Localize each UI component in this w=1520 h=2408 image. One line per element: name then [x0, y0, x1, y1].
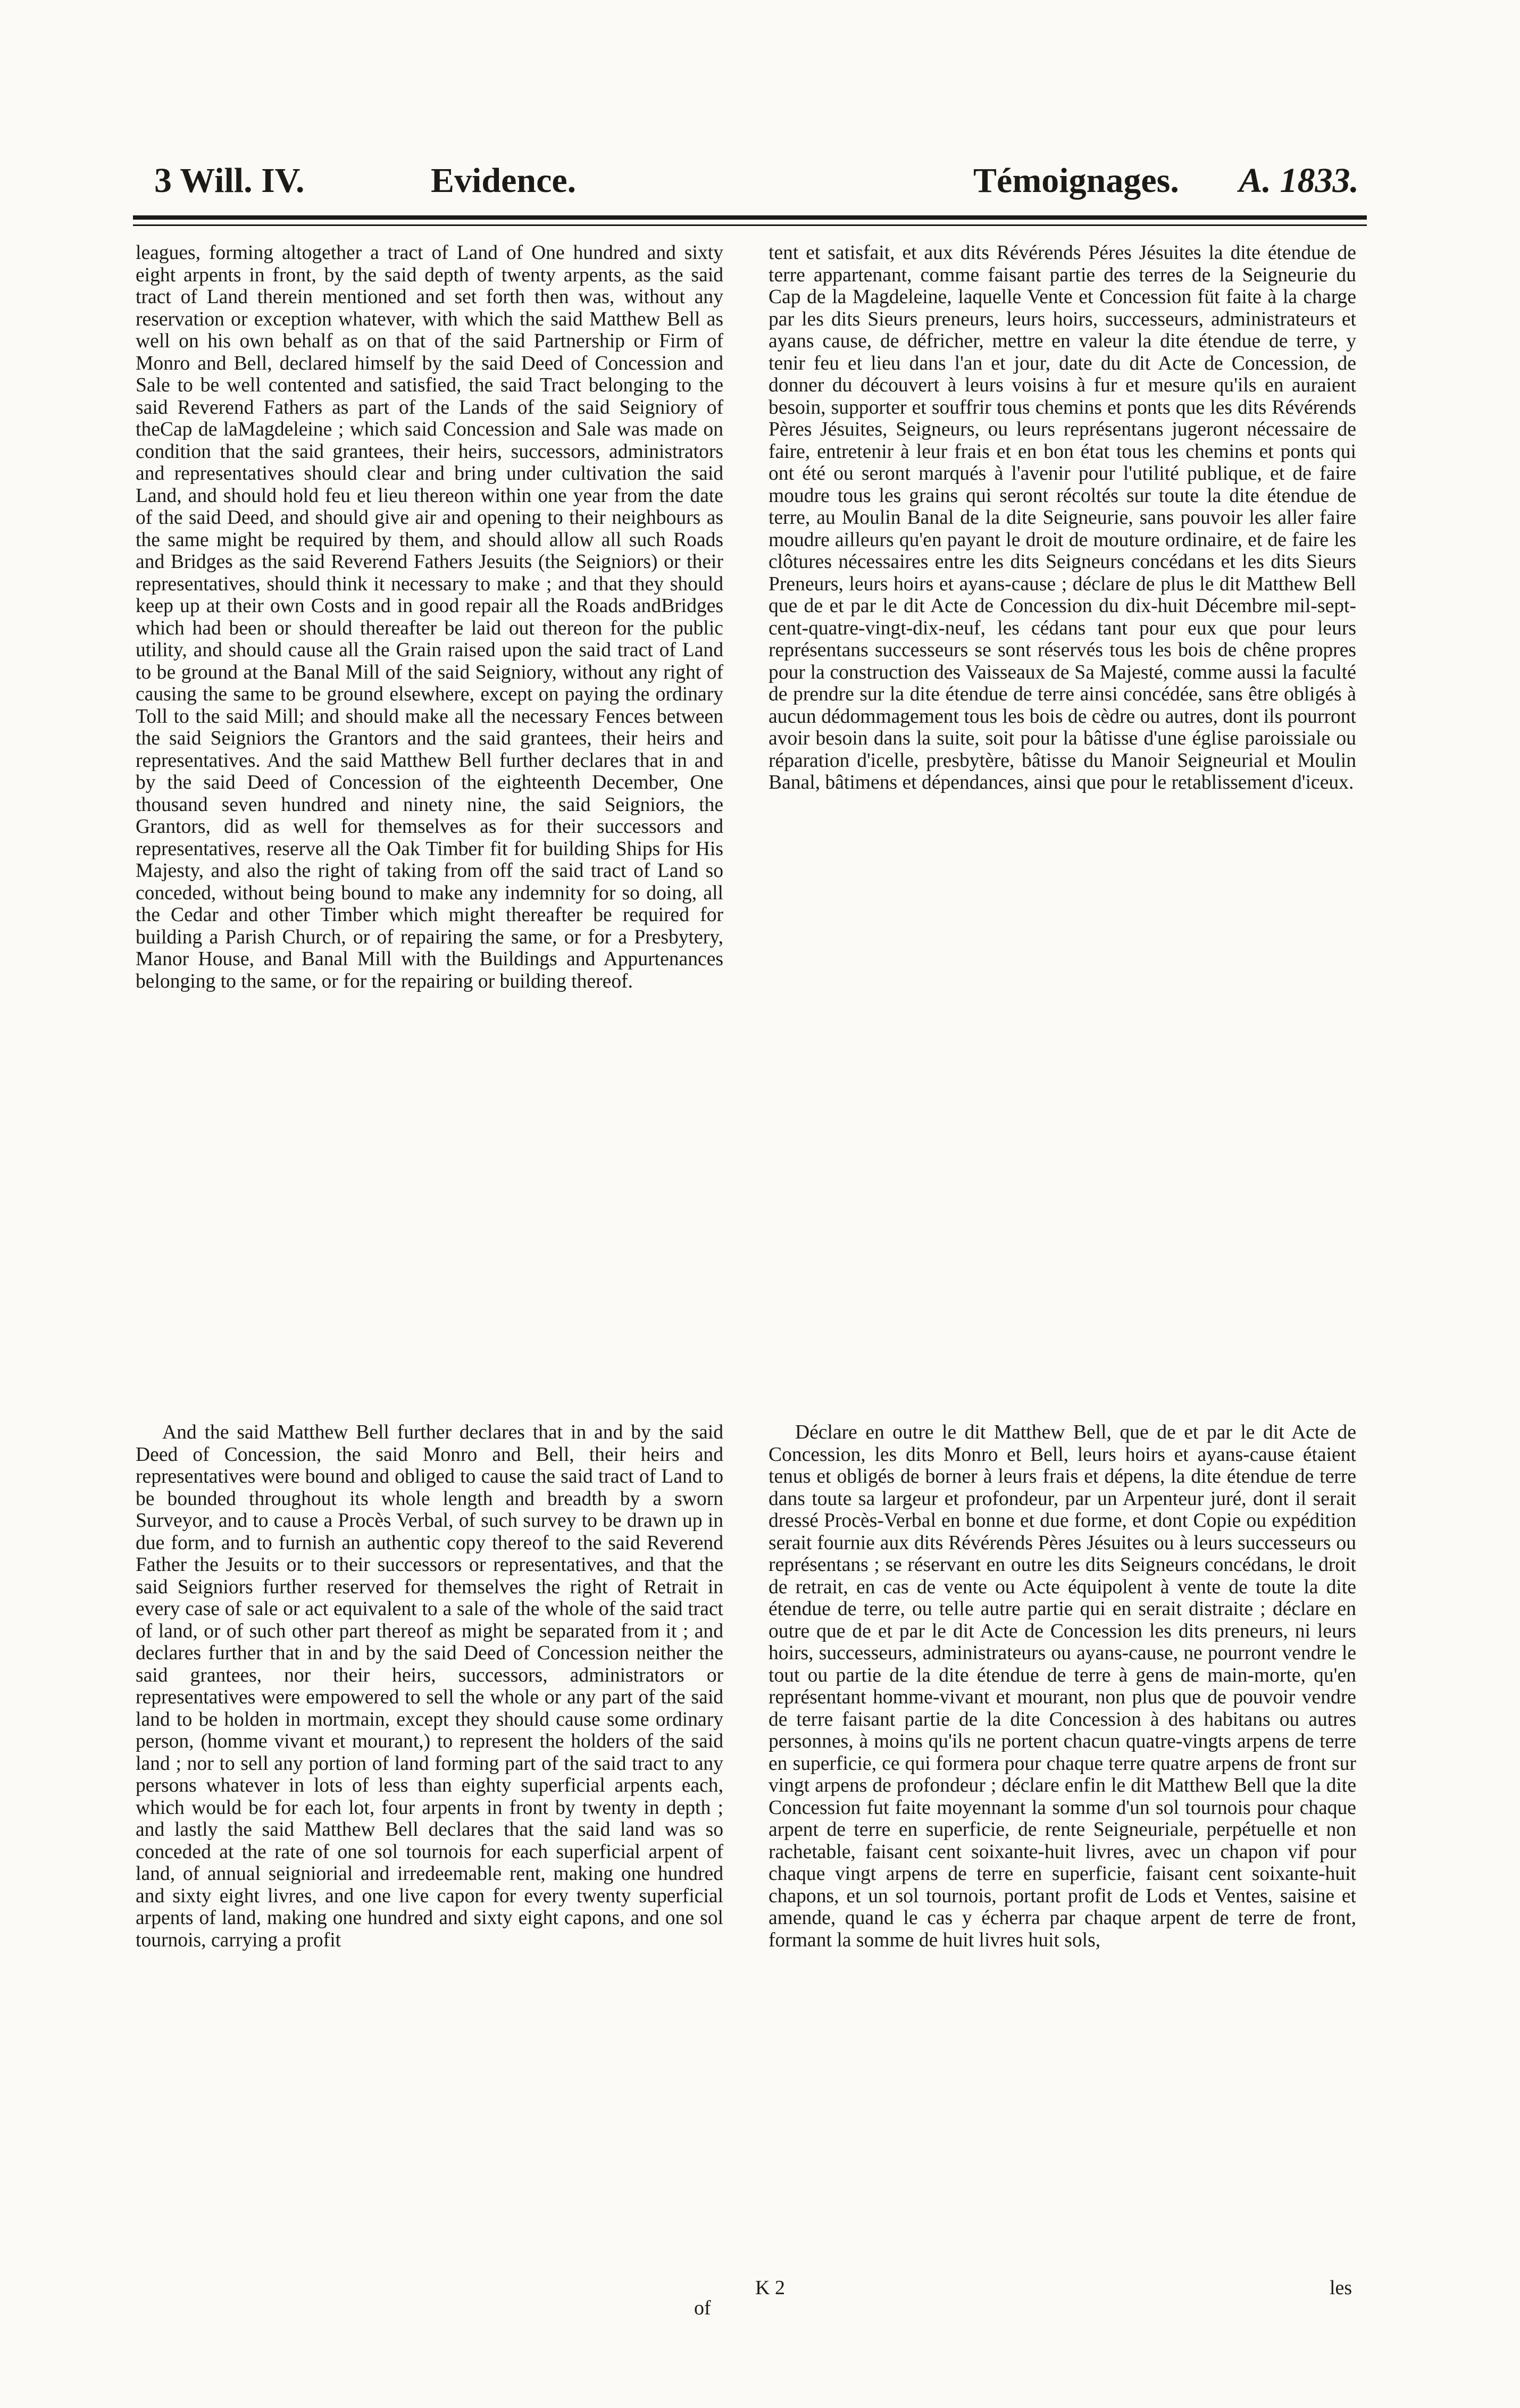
- french-column-top: [769, 242, 1356, 1189]
- header-reign: 3 Will. IV.: [154, 161, 305, 200]
- french-paragraph-2: Déclare en outre le dit Matthew Bell, que de et par le dit Acte de Concession, les dits Monro et Bell, leurs hoirs et ayans-cause étaient tenus et obligés de borner à leurs frais et dépens, la dite étendue de terre dans toute sa largeur et profondeur, par un Arpenteur juré, dont il serait dressé Procès-Verbal en bonne et due forme, et dont Copie ou expédition serait fournie aux dits Révérends Pères Jésuites ou à leurs successeurs ou représentans ; se réservant en outre les dits Seigneurs concédans, le droit de retrait, en cas de vente ou Acte équipolent à vente de toute la dite étendue de terre, ou telle autre partie qui en serait distraite ; déclare en outre que de et par le dit Acte de Concession les dits preneurs, ni leurs hoirs, successeurs, administrateurs ou ayans-cause, ne pourront vendre le tout ou partie de la dite étendue de terre à gens de main-morte, qu'en représentant homme-vivant et mourant, non plus que de pouvoir vendre de terre faisant partie de la dite Concession à des habitans ou autres personnes, à moins qu'ils ne portent chacun quatre-vingts arpens de terre en superficie, ce qui formera pour chaque terre quatre arpens de front sur vingt arpens de profondeur ; déclare enfin le dit Matthew Bell que la dite Concession fut faite moyennant la somme d'un sol tournois pour chaque arpent de terre en superficie, de rente Seigneuriale, perpétuelle et non rachetable, faisant cent soixante-huit livres, avec un chapon vif pour chaque vingt arpens de terre en superficie, faisant cent soixante-huit chapons, et un sol tournois, portant profit de Lods et Ventes, saisine et amende, quand le cas y écherra par chaque arpent de terre de front, formant la somme de huit livres huit sols,: [769, 1422, 1356, 1951]
- english-column-top: [136, 242, 723, 1420]
- english-column-bottom: [136, 1422, 723, 2291]
- english-paragraph-2: And the said Matthew Bell further declares that in and by the said Deed of Concession, the said Monro and Bell, their heirs and representatives were bound and obliged to cause the said tract of Land to be bounded throughout its whole length and breadth by a sworn Surveyor, and to cause a Procès Verbal, of such survey to be drawn up in due form, and to furnish an authentic copy thereof to the said Reverend Father the Jesuits or to their successors or representatives, and that the said Seigniors further reserved for themselves the right of Retrait in every case of sale or act equivalent to a sale of the whole of the said tract of land, or of such other part thereof as might be separated from it ; and declares further that in and by the said Deed of Concession neither the said grantees, nor their heirs, successors, administrators or representatives were empowered to sell the whole or any part of the said land to be holden in mortmain, except they should cause some ordinary person, (homme vivant et mourant,) to represent the holders of the said land ; nor to sell any portion of land forming part of the said tract to any persons whatever in lots of less than eighty superficial arpents each, which would be for each lot, four arpents in front by twenty in depth ; and lastly the said Matthew Bell declares that the said land was so conceded at the rate of one sol tournois for each superficial arpent of land, of annual seigniorial and irredeemable rent, making one hundred and sixty eight livres, and one live capon for every twenty superficial arpents of land, making one hundred and sixty eight capons, and one sol tournois, carrying a profit: [136, 1422, 723, 1951]
- running-header: [154, 152, 1359, 210]
- header-rule-thick: [133, 215, 1367, 220]
- french-column-bottom: [769, 1422, 1356, 2251]
- header-left-title: Evidence.: [431, 161, 577, 200]
- header-rule-thin: [133, 224, 1367, 226]
- english-catchword: of: [694, 2297, 711, 2319]
- signature-mark: K 2: [755, 2277, 785, 2299]
- french-catchword: les: [1330, 2277, 1352, 2299]
- header-right-title: Témoignages.: [973, 161, 1179, 200]
- french-paragraph-1: tent et satisfait, et aux dits Révérends Péres Jésuites la dite étendue de terre appartenant, comme faisant partie des terres de la Seigneurie du Cap de la Magdeleine, laquelle Vente et Concession füt faite à la charge par les dits Sieurs preneurs, leurs hoirs, successeurs, administrateurs et ayans cause, de défricher, mettre en valeur la dite étendue de terre, y tenir feu et lieu dans l'an et jour, date du dit Acte de Concession, de donner du découvert à leurs voisins à fur et mesure qu'ils en auraient besoin, supporter et souffrir tous chemins et ponts que les dits Révérends Pères Jésuites, Seigneurs, ou leurs représentans jugeront nécessaire de faire, entretenir à leur frais et en bon état tous les chemins et ponts qui ont été ou seront marqués à l'avenir pour l'utilité publique, et de faire moudre tous les grains qui seront récoltés sur toute la dite étendue de terre, au Moulin Banal de la dite Seigneurie, sans pouvoir les aller faire moudre ailleurs qu'en payant le droit de mouture ordinaire, et de faire les clôtures nécessaires entre les dits Seigneurs concédans et les dits Sieurs Preneurs, leurs hoirs et ayans-cause ; déclare de plus le dit Matthew Bell que de et par le dit Acte de Concession du dix-huit Décembre mil-sept-cent-quatre-vingt-dix-neuf, les cédans tant pour eux que pour leurs représentans successeurs se sont réservés tous les bois de chêne propres pour la construction des Vaisseaux de Sa Majesté, comme aussi la faculté de prendre sur la dite étendue de terre ainsi concédée, sans être obligés à aucun dédommagement tous les bois de cèdre ou autres, dont ils pourront avoir besoin dans la suite, soit pour la bâtisse d'une église paroissiale ou réparation d'icelle, presbytère, bâtisse du Manoir Seigneurial et Moulin Banal, bâtimens et dépendances, ainsi que pour le retablissement d'iceux.: [769, 242, 1356, 793]
- english-paragraph-1: leagues, forming altogether a tract of Land of One hundred and sixty eight arpents in front, by the said depth of twenty arpents, as the said tract of Land therein mentioned and set forth then was, without any reservation or exception whatever, with which the said Matthew Bell as well on his own behalf as on that of the said Partnership or Firm of Monro and Bell, declared himself by the said Deed of Concession and Sale to be well contented and satisfied, the said Tract belonging to the said Reverend Fathers as part of the Lands of the said Seigniory of theCap de laMagdeleine ; which said Concession and Sale was made on condition that the said grantees, their heirs, successors, administrators and representatives should clear and bring under cultivation the said Land, and should hold feu et lieu thereon within one year from the date of the said Deed, and should give air and opening to their neighbours as the same might be required by them, and should allow all such Roads and Bridges as the said Reverend Fathers Jesuits (the Seigniors) or their representatives, should think it necessary to make ; and that they should keep up at their own Costs and in good repair all the Roads andBridges which had been or should thereafter be laid out thereon for the public utility, and should cause all the Grain raised upon the said tract of Land to be ground at the Banal Mill of the said Seigniory, without any right of causing the same to be ground elsewhere, except on paying the ordinary Toll to the said Mill; and should make all the necessary Fences between the said Seigniors the Grantors and the said grantees, their heirs and representatives. And the said Matthew Bell further declares that in and by the said Deed of Concession of the eighteenth December, One thousand seven hundred and ninety nine, the said Seigniors, the Grantors, did as well for themselves as for their successors and representatives, reserve all the Oak Timber fit for building Ships for His Majesty, and also the right of taking from off the said tract of Land so conceded, without being bound to make any indemnity for so doing, all the Cedar and other Timber which might thereafter be required for building a Parish Church, or of repairing the same, or for a Presbytery, Manor House, and Banal Mill with the Buildings and Appurtenances belonging to the same, or for the repairing or building thereof.: [136, 242, 723, 992]
- header-year: A. 1833.: [1239, 161, 1359, 200]
